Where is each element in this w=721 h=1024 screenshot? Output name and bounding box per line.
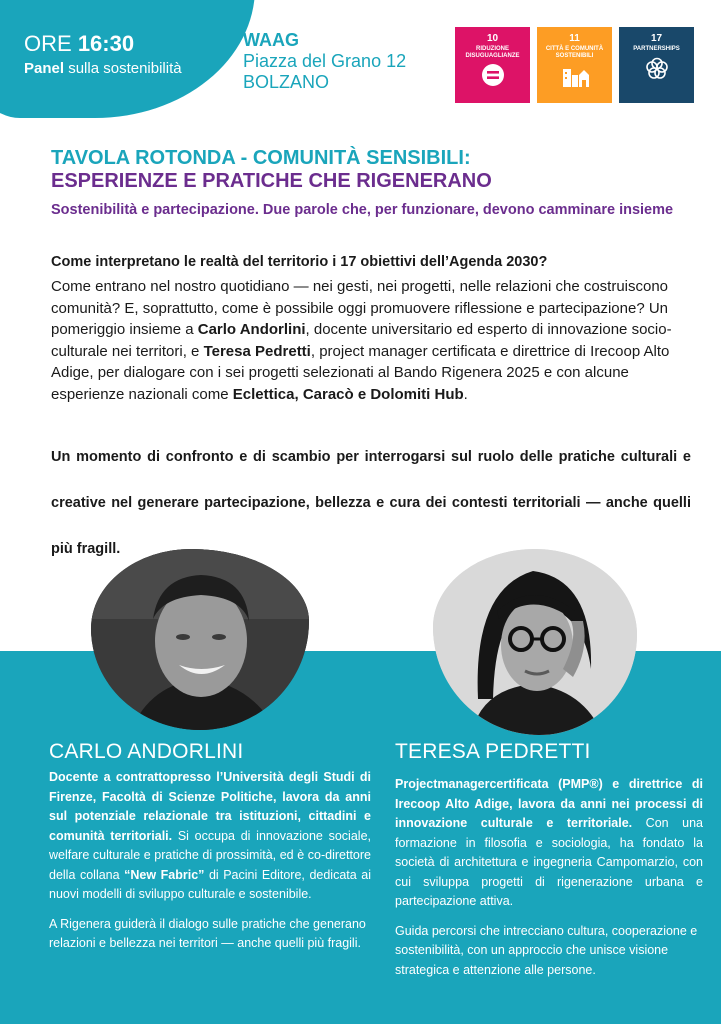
time-blob bbox=[0, 0, 255, 118]
sdg-tile-10: 10 RIDUZIONE DISUGUAGLIANZE bbox=[455, 27, 530, 103]
speaker-title-teresa: TERESA PEDRETTI bbox=[395, 740, 591, 763]
event-type: Panel sulla sostenibilità bbox=[24, 60, 182, 77]
venue-name: WAAG bbox=[243, 30, 299, 50]
subtitle: Sostenibilità e partecipazione. Due parole che, per funzionare, devono camminare insieme bbox=[51, 202, 674, 218]
title-line-1: TAVOLA ROTONDA - COMUNITÀ SENSIBILI: bbox=[51, 147, 471, 169]
speaker-name-teresa: Teresa Pedretti bbox=[203, 342, 311, 360]
speaker-name-carlo: Carlo Andorlini bbox=[197, 321, 306, 338]
sdg-tile-11: 11 CITTÀ E COMUNITÀ SOSTENIBILI bbox=[537, 27, 612, 103]
venue-address: Piazza del Grano 12 bbox=[243, 51, 407, 71]
intro-paragraph: Come entrano nel nostro quotidiano — nei gesti, nei progetti, nelle relazioni che costruiscono comunità? E, soprattutto, come è possibile oggi promuovere riflessione e partecipazione? Un pomeriggio insieme a Carlo Andorlini, docente universitario ed esperto di innovazione socio-culturale nei territori, e Teresa Pedretti, project manager certificata e direttrice di Irecoop Alto Adige, per dialogare con i sei progetti selezionati al Bando Rigenera 2025 e con alcune esperienze nazionali come Eclettica, Caracò e Dolomiti Hub. bbox=[51, 278, 672, 403]
speaker-title-carlo: CARLO ANDORLINI bbox=[49, 740, 244, 763]
moment-paragraph: Un momento di confronto e di scambio per interrogarsi sul ruolo delle pratiche culturali e creative nel generare partecipazione, bellezza e cura dei contesti territoriali — anche quelli più fragill. bbox=[51, 449, 691, 557]
equality-icon bbox=[481, 63, 505, 87]
title-line-2: ESPERIENZE E PRATICHE CHE RIGENERANO bbox=[51, 170, 492, 192]
speaker-bio-teresa: Projectmanagercertificata (PMP®) e direttrice di Irecoop Alto Adige, lavora da anni nei processi di innovazione culturale e territoriale. Con una formazione in filosofia e sociologia, ha fondato la società di architettura e ingegneria Campomarzio, con cui sviluppa progetti di rigenerazione urbana e partecipazione attiva. Guida percorsi che intrecciano cultura, cooperazione e sostenibilità, con un approccio che unisce visione strategica e attenzione alle persone. bbox=[395, 777, 703, 977]
venue-city: BOLZANO bbox=[243, 72, 330, 92]
lead-question: Come interpretano le realtà del territorio i 17 obiettivi dell’Agenda 2030? bbox=[51, 254, 548, 270]
sdg-tile-17: 17 PARTNERSHIPS bbox=[619, 27, 694, 103]
page-title bbox=[51, 147, 690, 193]
venue-block bbox=[243, 30, 406, 93]
experiences-list: Eclettica, Caracò e Dolomiti Hub bbox=[232, 385, 464, 403]
speaker-bio-carlo: Docente a contrattopresso l’Università degli Studi di Firenze, Facoltà di Scienze Politiche, lavora da anni sul potenziale relazionale tra istituzioni, cittadini e comunità territoriali. Si occupa di innovazione sociale, welfare culturale e pratiche di prossimità, ed è co-direttore della collana “New Fabric” di Pacini Editore, dedicata ai nuovi modelli di sviluppo culturale e sostenibile. A Rigenera guiderà il dialogo sulle pratiche che generano relazioni e bellezza nei territori — anche quelli più fragili. bbox=[49, 770, 371, 950]
partnership-flower-icon bbox=[644, 56, 670, 82]
event-time: ORE 16:30 bbox=[24, 31, 135, 56]
city-icon bbox=[561, 63, 589, 87]
